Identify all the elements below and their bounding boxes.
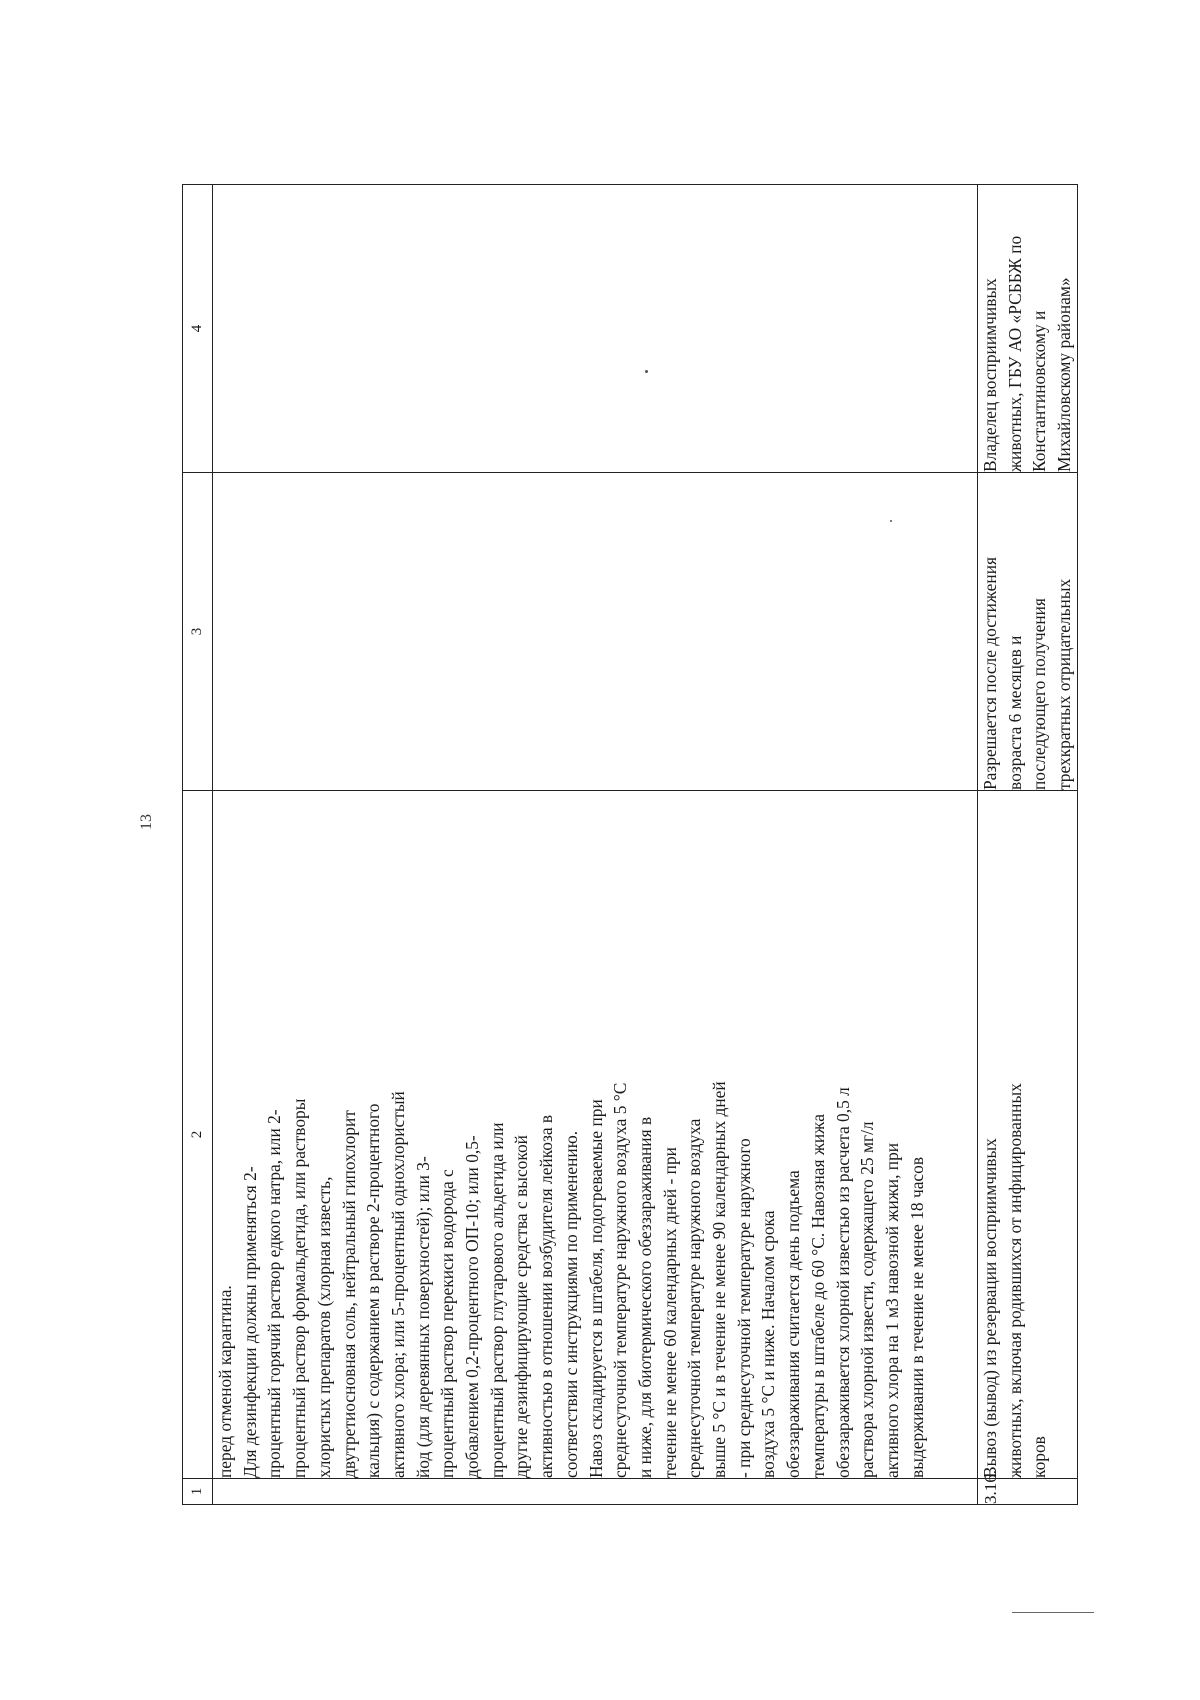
header-row (183, 185, 213, 1505)
row-number (213, 1479, 978, 1505)
row-number: 3.16. (978, 1479, 1078, 1505)
measures-table (182, 184, 1078, 1505)
table-row (978, 185, 1078, 1505)
table-rotated-container (182, 185, 1075, 1505)
scan-line-mark (1012, 1612, 1094, 1613)
measure-text: Вывоз (вывод) из резервации восприимчивых животных, включая родившихся от инфицированных коров (978, 791, 1078, 1479)
header-col-2: 2 (183, 791, 213, 1479)
responsible-text: Владелец восприимчивых животных, ГБУ АО «РСББЖ по Константиновскому и Михайловскому районам» (978, 185, 1078, 473)
scan-speck (890, 520, 892, 522)
table-row (213, 185, 978, 1505)
responsible-text (213, 185, 978, 473)
header-col-3: 3 (183, 473, 213, 791)
scan-speck (645, 370, 648, 373)
header-col-4: 4 (183, 185, 213, 473)
condition-text: Разрешается после достижения возраста 6 месяцев и последующего получения трехкратных отрицательных (978, 473, 1078, 791)
header-col-1: 1 (183, 1479, 213, 1505)
condition-text (213, 473, 978, 791)
measure-text: перед отменой карантина. Для дезинфекции должны применяться 2- процентный горячий раствор едкого натра, или 2- процентный раствор формальдегида, или растворы хлористых препаратов (хлорная известь, двутретиосновная соль, нейтральный гипохлорит кальция) с содержанием в растворе 2-процентного активного хлора; или 5-процентный однохлористый йод (для деревянных поверхностей); или 3- процентный раствор перекиси водорода с добавлением 0,2-процентного ОП-10; или 0,5- процентный раствор глутарового альдегида или другие дезинфицирующие средства с высокой активностью в отношении возбудителя лейкоза в соответствии с инструкциями по применению. Навоз складируется в штабеля, подогреваемые при среднесуточной температуре наружного воздуха 5 °С и ниже, для биотермического обеззараживания в течение не менее 60 календарных дней - при среднесуточной температуре наружного воздуха выше 5 °С и в течение не менее 90 календарных дней - при среднесуточной температуре наружного воздуха 5 °С и ниже. Началом срока обеззараживания считается день подъема температуры в штабеле до 60 °С. Навозная жижа обеззараживается хлорной известью из расчета 0,5 л раствора хлорной извести, содержащего 25 мг/л активного хлора на 1 м3 навозной жижи, при выдерживании в течение не менее 18 часов (213, 791, 978, 1479)
page-number: 13 (138, 814, 155, 830)
